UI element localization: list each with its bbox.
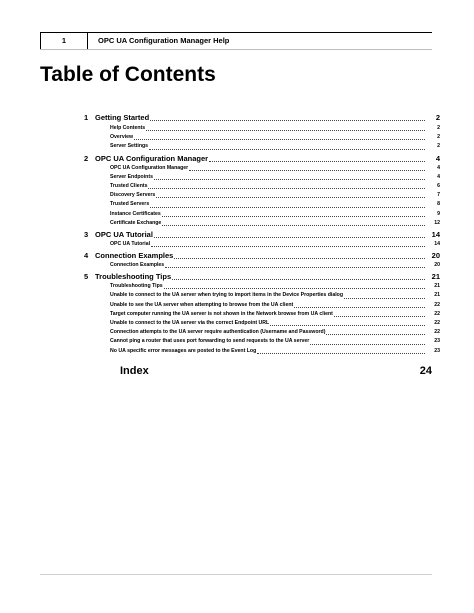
dot-leader: [326, 333, 425, 335]
toc-subsection-list: [84, 282, 440, 356]
dot-leader: [150, 119, 425, 121]
entry-page: 4: [437, 173, 440, 180]
toc-subsection-list: [84, 164, 440, 228]
toc-chapter-3[interactable]: [84, 229, 440, 240]
entry-page: 8: [437, 201, 440, 208]
toc-entry[interactable]: [84, 328, 440, 337]
entry-page: 22: [434, 301, 440, 308]
entry-title: OPC UA Tutorial: [110, 240, 151, 247]
entry-title: Server Settings: [110, 143, 149, 150]
chapter-number: 3: [84, 229, 89, 239]
entry-page: 14: [434, 240, 440, 247]
index-label: Index: [120, 365, 149, 377]
entry-page: 2: [437, 134, 440, 141]
chapter-title: Getting Started: [95, 113, 150, 122]
chapter-number: 5: [84, 272, 89, 282]
dot-leader: [172, 278, 425, 280]
toc-subsection-list: [84, 240, 440, 249]
entry-page: 2: [437, 143, 440, 150]
entry-page: 4: [437, 164, 440, 171]
entry-title: Trusted Clients: [110, 182, 148, 189]
toc-entry[interactable]: [84, 164, 440, 173]
entry-page: 22: [434, 320, 440, 326]
dot-leader: [154, 236, 425, 238]
chapter-page: 4: [435, 153, 440, 163]
toc-entry[interactable]: [84, 210, 440, 219]
table-of-contents: [84, 112, 440, 357]
toc-entry[interactable]: [84, 319, 440, 328]
entry-page: 6: [437, 182, 440, 189]
toc-subsection-list: [84, 124, 440, 152]
header-title: OPC UA Configuration Manager Help: [98, 36, 230, 45]
toc-entry[interactable]: [84, 291, 440, 300]
entry-title: Server Endpoints: [110, 173, 153, 180]
index-page: 24: [419, 365, 432, 377]
toc-entry[interactable]: [84, 219, 440, 228]
toc-entry[interactable]: [84, 173, 440, 182]
toc-chapter-5[interactable]: [84, 271, 440, 282]
dot-leader: [134, 138, 425, 140]
dot-leader: [148, 187, 425, 189]
entry-page: 2: [437, 125, 440, 131]
toc-entry[interactable]: [84, 301, 440, 310]
footer-divider: [40, 574, 432, 575]
toc-entry[interactable]: [84, 133, 440, 142]
toc-chapter-4[interactable]: [84, 250, 440, 261]
toc-entry[interactable]: [84, 240, 440, 249]
dot-leader: [209, 160, 425, 162]
dot-leader: [310, 343, 425, 345]
entry-title: Trusted Servers: [110, 201, 150, 208]
toc-entry[interactable]: [84, 310, 440, 319]
toc-title: Table of Contents: [40, 63, 216, 86]
entry-title: Target computer running the UA server is not shown in the Network browse from UA client: [110, 310, 333, 317]
toc-entry[interactable]: [84, 347, 440, 356]
header-page-number: 1: [40, 33, 88, 49]
chapter-number: 4: [84, 251, 89, 261]
entry-page: 20: [434, 262, 440, 269]
entry-title: Help Contents: [110, 125, 146, 131]
entry-title: Unable to connect to the UA server when trying to import items in the Device Properties dialog: [110, 292, 343, 299]
entry-title: Instance Certificates: [110, 210, 161, 217]
entry-title: Cannot ping a router that uses port forwarding to send requests to the UA server: [110, 338, 310, 345]
dot-leader: [164, 287, 425, 289]
dot-leader: [150, 206, 425, 208]
dot-leader: [257, 352, 425, 354]
dot-leader: [154, 178, 425, 180]
chapter-page: 20: [431, 251, 440, 261]
dot-leader: [189, 169, 425, 171]
toc-chapter-1[interactable]: [84, 112, 440, 123]
entry-page: 9: [437, 210, 440, 217]
entry-title: Connection Examples: [110, 262, 165, 269]
dot-leader: [151, 245, 425, 247]
toc-chapter-2[interactable]: [84, 153, 440, 164]
dot-leader: [146, 129, 425, 131]
entry-page: 7: [437, 192, 440, 199]
toc-entry[interactable]: [84, 142, 440, 151]
chapter-page: 21: [431, 272, 440, 282]
chapter-page: 14: [431, 229, 440, 239]
entry-page: 22: [434, 329, 440, 336]
entry-title: No UA specific error messages are posted to the Event Log: [110, 347, 257, 354]
page-header: [40, 32, 432, 50]
toc-entry[interactable]: [84, 337, 440, 346]
toc-index-entry[interactable]: [120, 365, 432, 377]
chapter-title: OPC UA Tutorial: [95, 229, 153, 239]
entry-page: 23: [434, 347, 440, 354]
chapter-title: OPC UA Configuration Manager: [95, 153, 209, 163]
toc-entry[interactable]: [84, 200, 440, 209]
entry-page: 12: [434, 219, 440, 226]
dot-leader: [149, 148, 425, 150]
dot-leader: [162, 224, 425, 226]
entry-title: Certificate Exchange: [110, 219, 162, 226]
entry-page: 23: [434, 338, 440, 345]
entry-title: Overview: [110, 134, 134, 141]
entry-title: Discovery Servers: [110, 192, 156, 199]
entry-title: Connection attempts to the UA server require authentication (Username and Password): [110, 329, 326, 336]
chapter-number: 1: [84, 113, 89, 122]
dot-leader: [162, 215, 425, 217]
chapter-number: 2: [84, 153, 89, 163]
dot-leader: [294, 306, 425, 308]
entry-title: OPC UA Configuration Manager: [110, 164, 189, 171]
toc-entry[interactable]: [84, 124, 440, 133]
entry-title: Unable to see the UA server when attempting to browse from the UA client: [110, 301, 294, 308]
dot-leader: [270, 324, 425, 326]
chapter-title: Connection Examples: [95, 251, 174, 261]
toc-entry[interactable]: [84, 191, 440, 200]
entry-page: 22: [434, 310, 440, 317]
dot-leader: [334, 315, 425, 317]
entry-page: 21: [434, 292, 440, 299]
entry-page: 21: [434, 283, 440, 290]
toc-entry[interactable]: [84, 282, 440, 291]
toc-subsection-list: [84, 261, 440, 270]
chapter-page: 2: [435, 113, 440, 122]
entry-title: Troubleshooting Tips: [110, 283, 163, 290]
toc-entry[interactable]: [84, 182, 440, 191]
dot-leader: [174, 257, 425, 259]
toc-entry[interactable]: [84, 261, 440, 270]
entry-title: Unable to connect to the UA server via the correct Endpoint URL: [110, 320, 270, 326]
dot-leader: [156, 196, 425, 198]
dot-leader: [344, 297, 425, 299]
dot-leader: [165, 266, 425, 268]
chapter-title: Troubleshooting Tips: [95, 272, 172, 282]
